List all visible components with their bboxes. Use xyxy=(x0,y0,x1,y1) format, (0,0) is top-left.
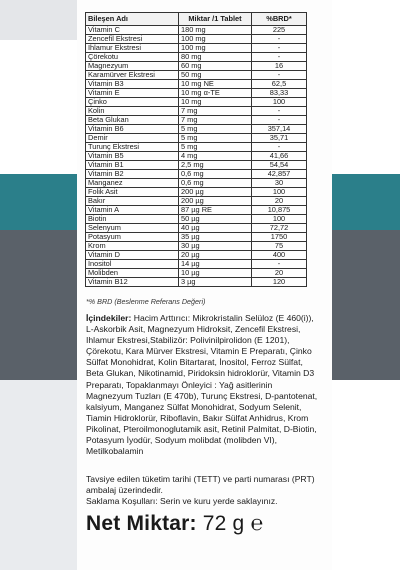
ingredient-name-cell: Vitamin A xyxy=(86,206,179,215)
ingredient-name-cell: Vitamin B2 xyxy=(86,170,179,179)
net-quantity-value: 72 g xyxy=(202,512,245,535)
left-gray-band xyxy=(0,230,77,380)
brd-cell: - xyxy=(252,53,307,62)
ingredient-name-cell: Kolin xyxy=(86,107,179,116)
amount-cell: 5 mg xyxy=(179,134,252,143)
header-brd: %BRD* xyxy=(252,13,307,26)
header-amount: Miktar /1 Tablet xyxy=(179,13,252,26)
ingredient-name-cell: Çinko xyxy=(86,98,179,107)
left-side-panel xyxy=(0,0,77,570)
ingredient-name-cell: Selenyum xyxy=(86,224,179,233)
amount-cell: 60 mg xyxy=(179,62,252,71)
storage-conditions: Saklama Koşulları: Serin ve kuru yerde saklayınız. xyxy=(86,496,278,507)
left-teal-band xyxy=(0,174,77,230)
ingredient-name-cell: Vitamin B5 xyxy=(86,152,179,161)
brd-cell: 72,72 xyxy=(252,224,307,233)
estimated-sign-icon: ℮ xyxy=(250,512,264,535)
ingredient-name-cell: Karamürver Ekstresi xyxy=(86,71,179,80)
brd-cell: - xyxy=(252,116,307,125)
ingredient-name-cell: Manganez xyxy=(86,179,179,188)
ingredient-name-cell: Magnezyum xyxy=(86,62,179,71)
ingredient-name-cell: Zencefil Ekstresi xyxy=(86,35,179,44)
brd-cell: - xyxy=(252,35,307,44)
amount-cell: 0,6 mg xyxy=(179,170,252,179)
brd-cell: 100 xyxy=(252,188,307,197)
left-light-band xyxy=(0,0,77,40)
brd-cell: 41,66 xyxy=(252,152,307,161)
amount-cell: 100 mg xyxy=(179,35,252,44)
brd-cell: 100 xyxy=(252,98,307,107)
amount-cell: 35 µg xyxy=(179,233,252,242)
brd-cell: 35,71 xyxy=(252,134,307,143)
amount-cell: 40 µg xyxy=(179,224,252,233)
amount-cell: 10 mg NE xyxy=(179,80,252,89)
ingredient-name-cell: Vitamin B1 xyxy=(86,161,179,170)
brd-cell: - xyxy=(252,107,307,116)
amount-cell: 87 µg RE xyxy=(179,206,252,215)
brd-cell: - xyxy=(252,44,307,53)
left-light-band-bottom xyxy=(0,380,77,570)
brd-cell: 20 xyxy=(252,269,307,278)
ingredient-name-cell: Biotin xyxy=(86,215,179,224)
amount-cell: 80 mg xyxy=(179,53,252,62)
right-teal-band xyxy=(332,174,400,230)
amount-cell: 5 mg xyxy=(179,143,252,152)
right-gray-band xyxy=(332,230,400,380)
ingredient-name-cell: Vitamin C xyxy=(86,26,179,35)
right-side-panel xyxy=(332,0,400,570)
ingredient-name-cell: Turunç Ekstresi xyxy=(86,143,179,152)
amount-cell: 7 mg xyxy=(179,107,252,116)
brd-cell: 120 xyxy=(252,278,307,287)
brd-cell: 357,14 xyxy=(252,125,307,134)
brd-cell: 1750 xyxy=(252,233,307,242)
ingredient-name-cell: Molibden xyxy=(86,269,179,278)
net-quantity-label: Net Miktar: xyxy=(86,512,197,535)
brd-cell: - xyxy=(252,260,307,269)
ingredient-name-cell: Çörekotu xyxy=(86,53,179,62)
brd-cell: 75 xyxy=(252,242,307,251)
amount-cell: 180 mg xyxy=(179,26,252,35)
brd-cell: - xyxy=(252,71,307,80)
ingredient-name-cell: Vitamin B12 xyxy=(86,278,179,287)
amount-cell: 14 µg xyxy=(179,260,252,269)
amount-cell: 10 mg α-TE xyxy=(179,89,252,98)
amount-cell: 10 µg xyxy=(179,269,252,278)
brd-cell: 42,857 xyxy=(252,170,307,179)
brd-cell: - xyxy=(252,143,307,152)
brd-cell: 100 xyxy=(252,215,307,224)
nutrition-table-body xyxy=(86,26,307,287)
amount-cell: 0,6 mg xyxy=(179,179,252,188)
brd-cell: 83,33 xyxy=(252,89,307,98)
brd-cell: 10,875 xyxy=(252,206,307,215)
ingredient-name-cell: Demir xyxy=(86,134,179,143)
amount-cell: 100 mg xyxy=(179,44,252,53)
left-white-band xyxy=(0,40,77,174)
ingredient-name-cell: Ihlamur Ekstresi xyxy=(86,44,179,53)
ingredient-name-cell: Krom xyxy=(86,242,179,251)
header-ingredient: Bileşen Adı xyxy=(86,13,179,26)
ingredient-name-cell: Vitamin E xyxy=(86,89,179,98)
amount-cell: 200 µg xyxy=(179,188,252,197)
ingredients-body: Hacim Arttırıcı: Mikrokristalin Selüloz (E 460(i)), L-Askorbik Asit, Magnezyum Hidroksit, Zencefil Ekstresi, Ihlamur Ekstresi,Stabilizör: Polivinilpirolidon (E 1201), Çörekotu, Kara Mürver Ekstresi, Vitamin E Preparatı, Çinko Sülfat Monohidrat, Kolin Bitartarat, İnositol, Ferroz Sülfat, Beta Glukan, Nikotinamid, Piridoksin hidroklorür, Vitamin D3 Preparatı, Topaklanmayı Önleyici : Yağ asitlerinin Magnezyum Tuzları (E 470b), Turunç Ekstresi, D-pantotenat, kalsiyum, Manganez Sülfat Monohidrat, Sodyum Selenit, Tiamin Hidroklorür, Riboflavin, Bakır Sülfat Anhidrus, Krom Pikolinat, Pteroilmonoglutamik asit, Retinil Palmitat, D-Biotin, Potasyum İyodür, Sodyum molibdat (molibden VI), Metilkobalamin xyxy=(86,313,318,457)
table-header-row xyxy=(86,13,307,26)
brd-cell: 62,5 xyxy=(252,80,307,89)
ingredient-name-cell: Bakır xyxy=(86,197,179,206)
right-white-band xyxy=(332,0,400,174)
right-white-band-bottom xyxy=(332,380,400,570)
amount-cell: 20 µg xyxy=(179,251,252,260)
amount-cell: 30 µg xyxy=(179,242,252,251)
amount-cell: 50 µg xyxy=(179,215,252,224)
amount-cell: 5 mg xyxy=(179,125,252,134)
ingredient-name-cell: İnositol xyxy=(86,260,179,269)
footnote: *% BRD (Beslenme Referans Değeri) xyxy=(86,297,206,306)
brd-cell: 20 xyxy=(252,197,307,206)
brd-cell: 30 xyxy=(252,179,307,188)
amount-cell: 7 mg xyxy=(179,116,252,125)
ingredient-name-cell: Vitamin D xyxy=(86,251,179,260)
ingredients-title: İçindekiler: xyxy=(86,313,132,323)
ingredient-name-cell: Vitamin B3 xyxy=(86,80,179,89)
ingredient-name-cell: Beta Glukan xyxy=(86,116,179,125)
expiry-note: Tavsiye edilen tüketim tarihi (TETT) ve parti numarası (PRT) ambalaj üzerindedir. xyxy=(86,474,315,496)
brd-cell: 400 xyxy=(252,251,307,260)
amount-cell: 10 mg xyxy=(179,98,252,107)
amount-cell: 200 µg xyxy=(179,197,252,206)
nutrition-table xyxy=(85,12,307,287)
net-quantity xyxy=(86,512,263,536)
ingredient-name-cell: Folik Asit xyxy=(86,188,179,197)
table-row xyxy=(86,278,307,287)
ingredients-text xyxy=(86,313,318,457)
amount-cell: 50 mg xyxy=(179,71,252,80)
ingredient-name-cell: Potasyum xyxy=(86,233,179,242)
brd-cell: 225 xyxy=(252,26,307,35)
storage-text xyxy=(86,474,318,507)
ingredient-name-cell: Vitamin B6 xyxy=(86,125,179,134)
brd-cell: 16 xyxy=(252,62,307,71)
amount-cell: 3 µg xyxy=(179,278,252,287)
amount-cell: 2,5 mg xyxy=(179,161,252,170)
amount-cell: 4 mg xyxy=(179,152,252,161)
brd-cell: 54,54 xyxy=(252,161,307,170)
